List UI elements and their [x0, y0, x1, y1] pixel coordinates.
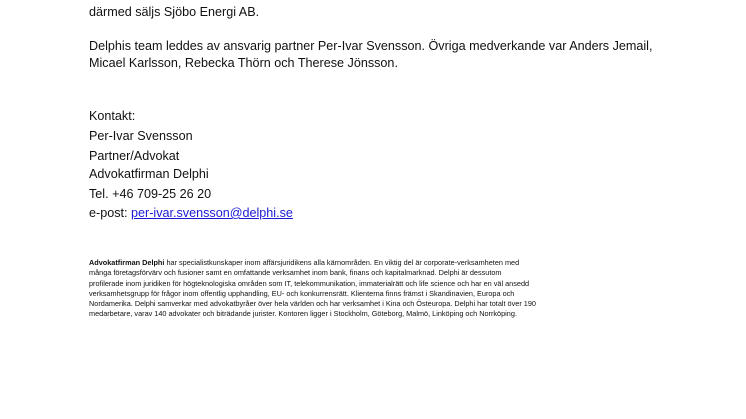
contact-email-label: e-post:: [89, 206, 131, 220]
contact-email-link[interactable]: per-ivar.svensson@delphi.se: [131, 206, 293, 220]
boilerplate-line-4: verksamhetsgrupp för frågor inom offentlig upphandling, EU- och konkurrensrätt. Klienterna finns främst i Skandinavien, Europa och: [89, 288, 515, 298]
boilerplate-line-2: många företagsförvärv och fusioner samt en omfattande verksamhet inom bank, finans och kapitalmarknad. Delphi är dessutom: [89, 268, 502, 278]
intro-fragment: därmed säljs Sjöbo Energi AB.: [89, 5, 260, 19]
boilerplate-line-1-rest: har specialistkunskaper inom affärsjuridikens alla kärnområden. En viktig del är corporate-verksamheten med: [164, 258, 520, 267]
team-paragraph-line-1: Delphis team leddes av ansvarig partner Per-Ivar Svensson. Övriga medverkande var Anders Jemail,: [89, 39, 653, 53]
contact-email-line: [89, 205, 293, 222]
boilerplate-line-5: Nordamerika. Delphi samverkar med advokatbyråer över hela världen och har verksamhet i Kina och Östeuropa. Delphi har totalt över 190: [89, 299, 536, 309]
boilerplate-firm-name: Advokatfirman Delphi: [89, 258, 165, 267]
boilerplate-line-1: [89, 258, 664, 268]
contact-firm: Advokatfirman Delphi: [89, 167, 209, 181]
boilerplate-line-6: medarbetare, varav 140 advokater och biträdande jurister. Kontoren ligger i Stockholm, Göteborg, Malmö, Linköping och Norrköping.: [89, 309, 517, 319]
contact-phone: Tel. +46 709-25 26 20: [89, 187, 212, 201]
contact-title: Partner/Advokat: [89, 149, 180, 163]
contact-name: Per-Ivar Svensson: [89, 129, 193, 143]
boilerplate-line-3: profilerade inom juridiken för högteknologiska områden som IT, telekommunikation, immaterialrätt och life science och har en väl ansedd: [89, 278, 530, 288]
contact-heading: Kontakt:: [89, 109, 136, 123]
team-paragraph-line-2: Micael Karlsson, Rebecka Thörn och Therese Jönsson.: [89, 56, 398, 70]
boilerplate-paragraph: [89, 258, 664, 320]
